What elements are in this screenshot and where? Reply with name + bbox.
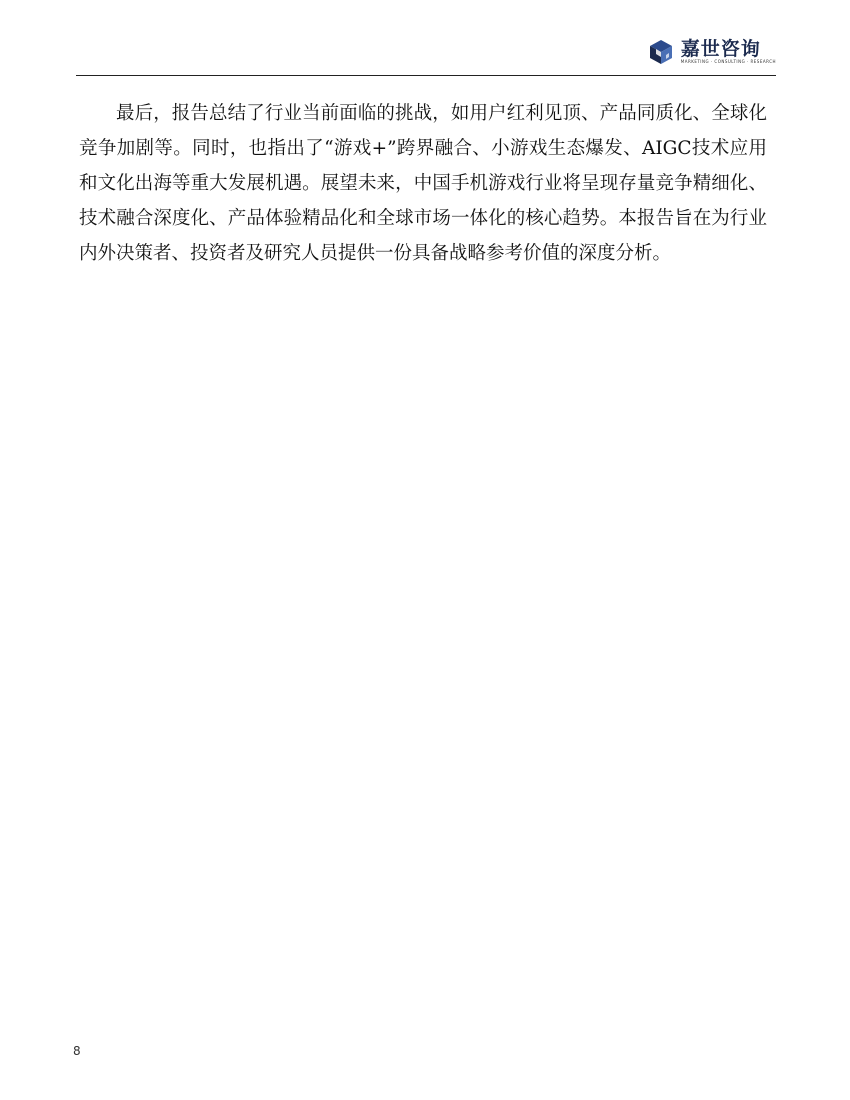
cube-logo-icon (647, 38, 675, 66)
body-paragraph: 最后，报告总结了行业当前面临的挑战，如用户红利见顶、产品同质化、全球化竞争加剧等。同时，也指出了“游戏+”跨界融合、小游戏生态爆发、AIGC技术应用和文化出海等重大发展机遇。展望未来，中国手机游戏行业将呈现存量竞争精细化、技术融合深度化、产品体验精品化和全球市场一体化的核心趋势。本报告旨在为行业内外决策者、投资者及研究人员提供一份具备战略参考价值的深度分析。 (79, 103, 767, 264)
brand-tagline: MARKETING · CONSULTING · RESEARCH (680, 59, 776, 64)
brand-name: 嘉世咨询 (680, 38, 761, 60)
page-header (76, 30, 776, 76)
page-number: 8 (73, 1044, 81, 1058)
header-divider (76, 75, 776, 76)
brand-logo (647, 38, 776, 66)
